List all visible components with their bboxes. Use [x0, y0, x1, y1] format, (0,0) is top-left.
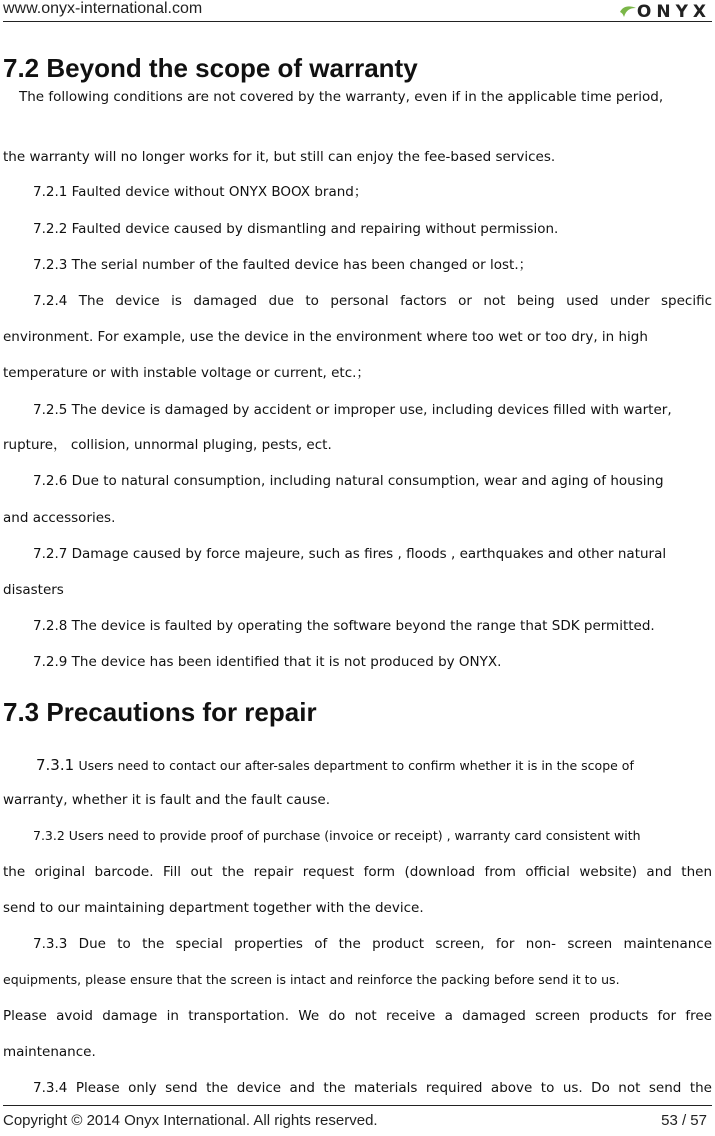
paragraph-line: disasters: [3, 582, 64, 598]
section-title-7-2: 7.2 Beyond the scope of warranty: [3, 53, 418, 83]
paragraph-line: 7.2.7 Damage caused by force majeure, such as fires , floods , earthquakes and other natural: [33, 546, 667, 562]
paragraph-line: the original barcode. Fill out the repair request form (download from official website) and then: [3, 864, 712, 880]
paragraph-line: rupture， collision, unnormal pluging, pests, ect.: [3, 437, 332, 453]
site-url: www.onyx-international.com: [3, 0, 203, 17]
paragraph-line: the warranty will no longer works for it, but still can enjoy the fee-based services.: [3, 149, 556, 165]
paragraph-line: 7.2.9 The device has been identified that it is not produced by ONYX.: [33, 654, 502, 670]
paragraph-line: 7.2.5 The device is damaged by accident or improper use, including devices filled with warter,: [33, 402, 672, 418]
copyright-text: Copyright © 2014 Onyx International. All rights reserved.: [3, 1112, 378, 1129]
paragraph-line: 7.3.4 Please only send the device and the materials required above to us. Do not send the: [33, 1080, 712, 1096]
section-title-7-3: 7.3 Precautions for repair: [3, 697, 317, 727]
paragraph-line: 7.3.2 Users need to provide proof of purchase (invoice or receipt) , warranty card consistent with: [33, 828, 641, 843]
item-number: 7.3.1: [36, 756, 75, 774]
paragraph-line: maintenance.: [3, 1044, 96, 1060]
paragraph-line: warranty, whether it is fault and the fault cause.: [3, 792, 331, 808]
paragraph-line: 7.2.4 The device is damaged due to personal factors or not being used under specific: [33, 293, 712, 309]
paragraph-line: send to our maintaining department together with the device.: [3, 900, 424, 916]
page-header: [0, 0, 715, 22]
onyx-logo: [619, 2, 711, 22]
paragraph-line: 7.3.3 Due to the special properties of the product screen, for non- screen maintenance: [33, 936, 712, 952]
paragraph-line: and accessories.: [3, 510, 116, 526]
header-rule: [3, 21, 712, 22]
paragraph-line: 7.2.2 Faulted device caused by dismantling and repairing without permission.: [33, 221, 559, 237]
page-number: 53 / 57: [661, 1112, 707, 1129]
paragraph-line: The following conditions are not covered by the warranty, even if in the applicable time period,: [19, 89, 664, 105]
paragraph-line: temperature or with instable voltage or current, etc.；: [3, 365, 370, 381]
logo-swoosh-icon: [619, 5, 637, 19]
paragraph-line: 7.2.6 Due to natural consumption, including natural consumption, wear and aging of housing: [33, 473, 664, 489]
paragraph-line: environment. For example, use the device in the environment where too wet or too dry, in high: [3, 329, 648, 345]
paragraph-line: 7.2.1 Faulted device without ONYX BOOX brand；: [33, 184, 368, 200]
paragraph-text: Users need to contact our after-sales department to confirm whether it is in the scope of: [78, 758, 634, 773]
logo-wordmark: ONYX: [636, 2, 711, 22]
paragraph-line: Please avoid damage in transportation. We do not receive a damaged screen products for free: [3, 1008, 712, 1024]
paragraph-line: [3, 756, 712, 775]
paragraph-line: 7.2.8 The device is faulted by operating the software beyond the range that SDK permitted.: [33, 618, 655, 634]
footer-rule: [3, 1105, 712, 1106]
paragraph-line: 7.2.3 The serial number of the faulted device has been changed or lost.；: [33, 257, 533, 273]
paragraph-line: equipments, please ensure that the screen is intact and reinforce the packing before send it to us.: [3, 972, 620, 987]
